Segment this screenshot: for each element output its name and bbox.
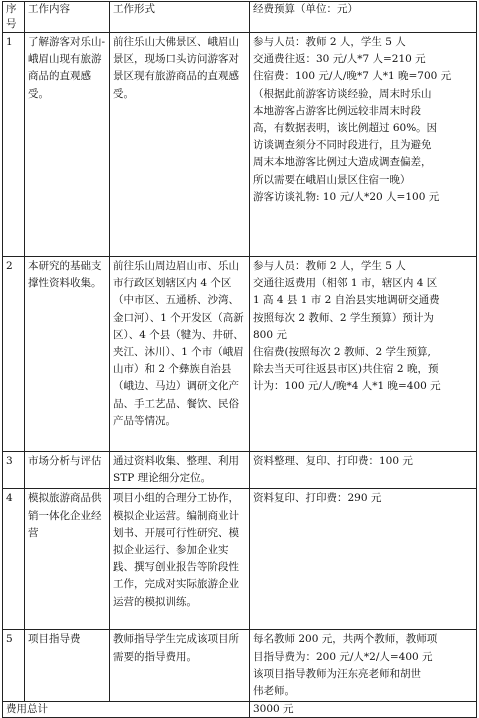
budget-line: 目指导费为：200 元/人*2/人=400 元 (253, 650, 433, 663)
work-content (25, 257, 110, 452)
work-form-text: 前往乐山大佛景区、峨眉山景区，现场口头访问游客对景区现有旅游商品的直观感受。 (113, 36, 239, 100)
budget-line: 所以需要在峨眉山景区住宿一晚） (253, 173, 411, 186)
header-no: 序号 (3, 2, 25, 33)
budget-line: 住宿费(按照每次 2 教师、2 学生预算, (253, 346, 431, 359)
work-form-text: 项目小组的合理分工协作，模拟企业运营。编制商业计划书、开展可行性研究、模拟企业运行、参加企业实践、撰写创业报告等阶段性工作，完成对实际旅游企业运营的模拟训练。 (113, 492, 239, 608)
header-content: 工作内容 (25, 2, 110, 33)
budget-line: 参与人员：教师 2 人，学生 5 人 (253, 36, 406, 48)
budget-line: 参与人员：教师 2 人，学生 5 人 (253, 260, 406, 272)
budget-line: 800 元 (253, 328, 287, 341)
total-value: 3000 元 (250, 702, 477, 718)
budget-line: 该项目指导教师为汪东亮老师和胡世 (253, 667, 421, 680)
work-form (110, 257, 250, 452)
row-number: 2 (3, 257, 25, 452)
row-number: 4 (3, 489, 25, 630)
budget-line: 资料复印、打印费：290 元 (253, 492, 382, 505)
budget-line: （根据此前游客访谈经验，周末时乐山 (253, 87, 432, 100)
budget-line: 伟老师。 (253, 685, 295, 698)
budget-line: 资料整理、复印、打印费：100 元 (253, 455, 413, 467)
table-row (3, 630, 477, 702)
header-budget: 经费预算（单位：元） (250, 2, 477, 33)
work-form-text: 教师指导学生完成该项目所需要的指导费用。 (113, 633, 239, 663)
total-row (3, 702, 477, 718)
budget-line: 除去当天可往返县市区)共住宿 2 晚，预 (253, 363, 439, 376)
budget-line: 住宿费：100 元/人/晚*7 人*1 晚=700 元 (253, 70, 452, 83)
budget-line: 周末本地游客比例过大造成调查偏差， (253, 156, 432, 169)
budget-line: 本地游客占游客比例远较非周末时段 (253, 104, 421, 117)
work-content (25, 33, 110, 257)
work-content-text: 本研究的基础支撑性资料收集。 (28, 260, 102, 290)
header-form: 工作形式 (110, 2, 250, 33)
row-number: 3 (3, 452, 25, 489)
table-header-row (3, 2, 477, 33)
budget-cell (250, 33, 477, 257)
budget-line: 访谈调查须分不同时段进行，且为避免 (253, 139, 432, 152)
table-row (3, 33, 477, 257)
budget-line: 高，有数据表明，该比例超过 60%。因 (253, 122, 438, 135)
work-content (25, 452, 110, 489)
budget-cell (250, 489, 477, 630)
budget-cell (250, 630, 477, 702)
budget-line: 计为：100 元/人/晚*4 人*1 晚=400 元 (253, 380, 441, 393)
budget-line: 每名教师 200 元，共两个教师，教师项 (253, 633, 438, 646)
budget-table (2, 1, 477, 718)
work-form (110, 630, 250, 702)
table-row (3, 489, 477, 630)
budget-cell (250, 452, 477, 489)
work-content-text: 项目指导费 (28, 633, 81, 646)
work-content-text: 模拟旅游商品供销一体化企业经营 (28, 492, 102, 539)
work-content-text: 市场分析与评估 (28, 455, 102, 467)
work-form (110, 452, 250, 489)
total-label: 费用总计 (3, 702, 250, 718)
budget-line: 交通往返费用（相邻 1 市，辖区内 4 区 (253, 277, 438, 290)
work-form-text: 前往乐山周边眉山市、乐山市行政区划辖区内 4 个区（中市区、五通桥、沙湾、金口河）、1 个开发区（高新区）、4 个县（犍为、井研、夹江、沐川）、1 个市（峨眉山市）和 2 个彝族自治县（峨边、马边）调研文化产品、手工艺品、餐饮、民俗产品等情况。 (113, 260, 244, 427)
budget-line: 交通费往返：30 元/人*7 人=210 元 (253, 53, 426, 66)
row-number: 1 (3, 33, 25, 257)
budget-line: 1 高 4 县 1 市 2 自治县实地调研交通费 (253, 294, 440, 307)
work-content (25, 489, 110, 630)
table-row (3, 452, 477, 489)
table-row (3, 257, 477, 452)
work-content (25, 630, 110, 702)
work-form (110, 33, 250, 257)
work-content-text: 了解游客对乐山-峨眉山现有旅游商品的直观感受。 (28, 36, 106, 100)
budget-line: 游客访谈礼物: 10 元/人*20 人=100 元 (253, 190, 440, 203)
row-number: 5 (3, 630, 25, 702)
work-form (110, 489, 250, 630)
budget-cell (250, 257, 477, 452)
budget-line: 按照每次 2 教师、2 学生预算）预计为 (253, 311, 434, 324)
work-form-text: 通过资料收集、整理、利用 STP 理论细分定位。 (113, 455, 239, 485)
